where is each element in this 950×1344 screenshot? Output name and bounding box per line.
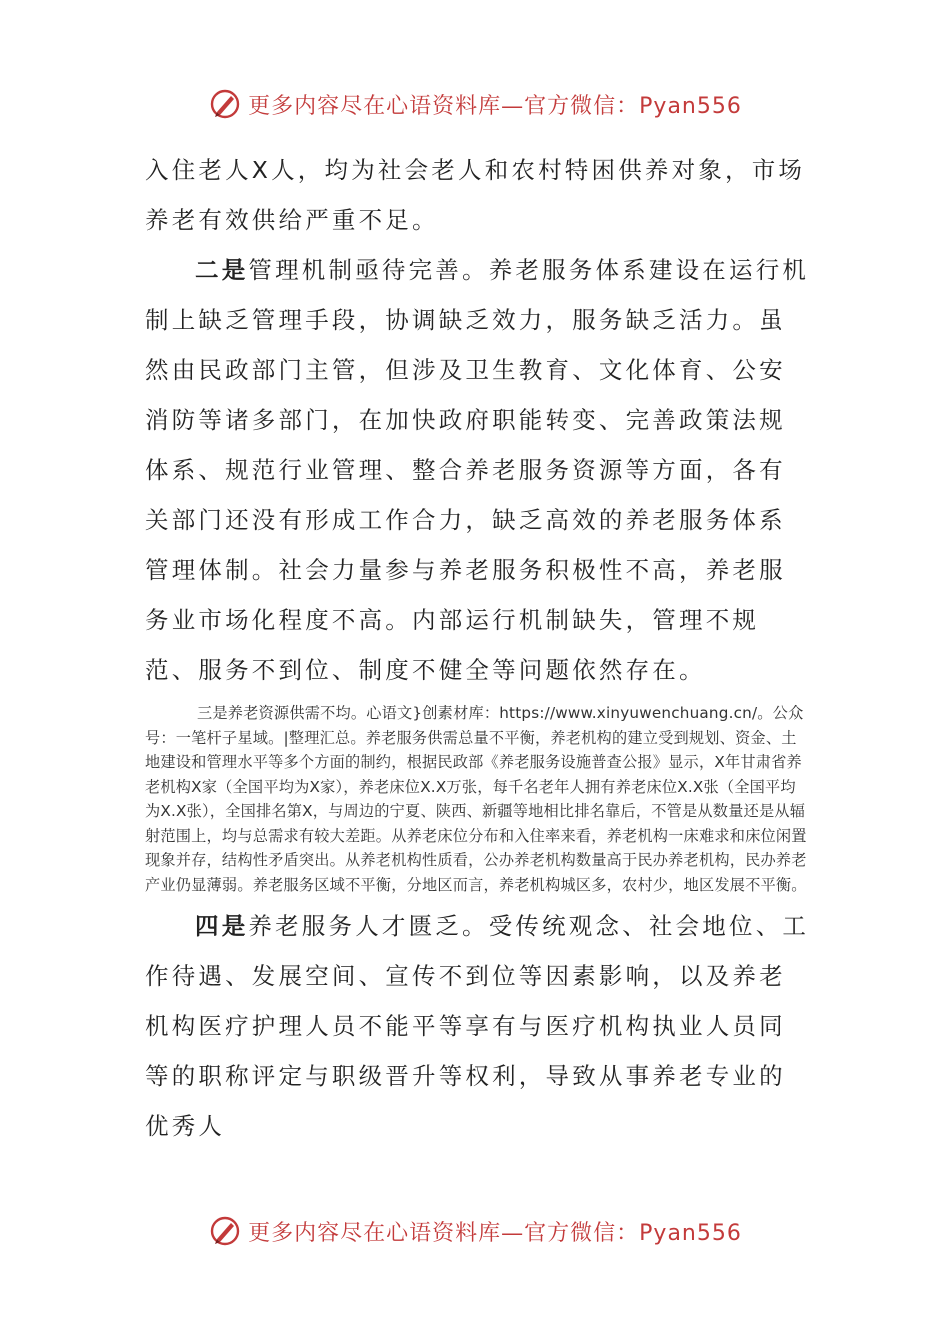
footer-banner-prefix: 更多内容尽在心语资料库—官方微信： <box>248 1220 640 1246</box>
paragraph-4-text: 养老服务人才匮乏。受传统观念、社会地位、工作待遇、发展空间、宣传不到位等因素影响，以及养老机构医疗护理人员不能平等享有与医疗机构执业人员同等的职称评定与职级晋升等权利，导致从事养老专业的优秀人 <box>145 912 810 1140</box>
paragraph-4-lead: 四是 <box>195 912 249 940</box>
paragraph-2 <box>145 245 810 695</box>
paragraph-4 <box>145 901 810 1151</box>
pen-logo-icon <box>208 87 242 121</box>
header-banner <box>0 84 950 124</box>
header-banner-text <box>248 89 742 120</box>
header-banner-prefix: 更多内容尽在心语资料库—官方微信： <box>248 93 640 119</box>
paragraph-2-lead: 二是 <box>195 256 249 284</box>
footer-banner-text <box>248 1216 742 1247</box>
footer-wechat-id: Pyan556 <box>639 1220 742 1246</box>
footer-banner <box>0 1211 950 1251</box>
document-body <box>145 145 810 1151</box>
pen-logo-icon <box>208 1214 242 1248</box>
header-wechat-id: Pyan556 <box>639 93 742 119</box>
paragraph-1: 入住老人X人，均为社会老人和农村特困供养对象，市场养老有效供给严重不足。 <box>145 156 806 234</box>
paragraph-2-text: 管理机制亟待完善。养老服务体系建设在运行机制上缺乏管理手段，协调缺乏效力，服务缺乏活力。虽然由民政部门主管，但涉及卫生教育、文化体育、公安消防等诸多部门，在加快政府职能转变、完善政策法规体系、规范行业管理、整合养老服务资源等方面，各有关部门还没有形成工作合力，缺乏高效的养老服务体系管理体制。社会力量参与养老服务积极性不高，养老服务业市场化程度不高。内部运行机制缺失，管理不规范、服务不到位、制度不健全等问题依然存在。 <box>145 256 810 684</box>
paragraph-3: 三是养老资源供需不均。心语文}创素材库：https://www.xinyuwenchuang.cn/。公众号：一笔杆子星域。|整理汇总。养老服务供需总量不平衡，养老机构的建立受到规划、资金、土地建设和管理水平等多个方面的制约，根据民政部《养老服务设施普查公报》显示，X年甘肃省养老机构X家（全国平均为X家），养老床位X.X万张，每千名老年人拥有养老床位X.X张（全国平均为X.X张），全国排名第X，与周边的宁夏、陕西、新疆等地相比排名靠后，不管是从数量还是从辐射范围上，均与总需求有较大差距。从养老床位分布和入住率来看，养老机构一床难求和床位闲置现象并存，结构性矛盾突出。从养老机构性质看，公办养老机构数量高于民办养老机构，民办养老产业仍显薄弱。养老服务区域不平衡，分地区而言，养老机构城区多，农村少，地区发展不平衡。 <box>145 704 807 894</box>
